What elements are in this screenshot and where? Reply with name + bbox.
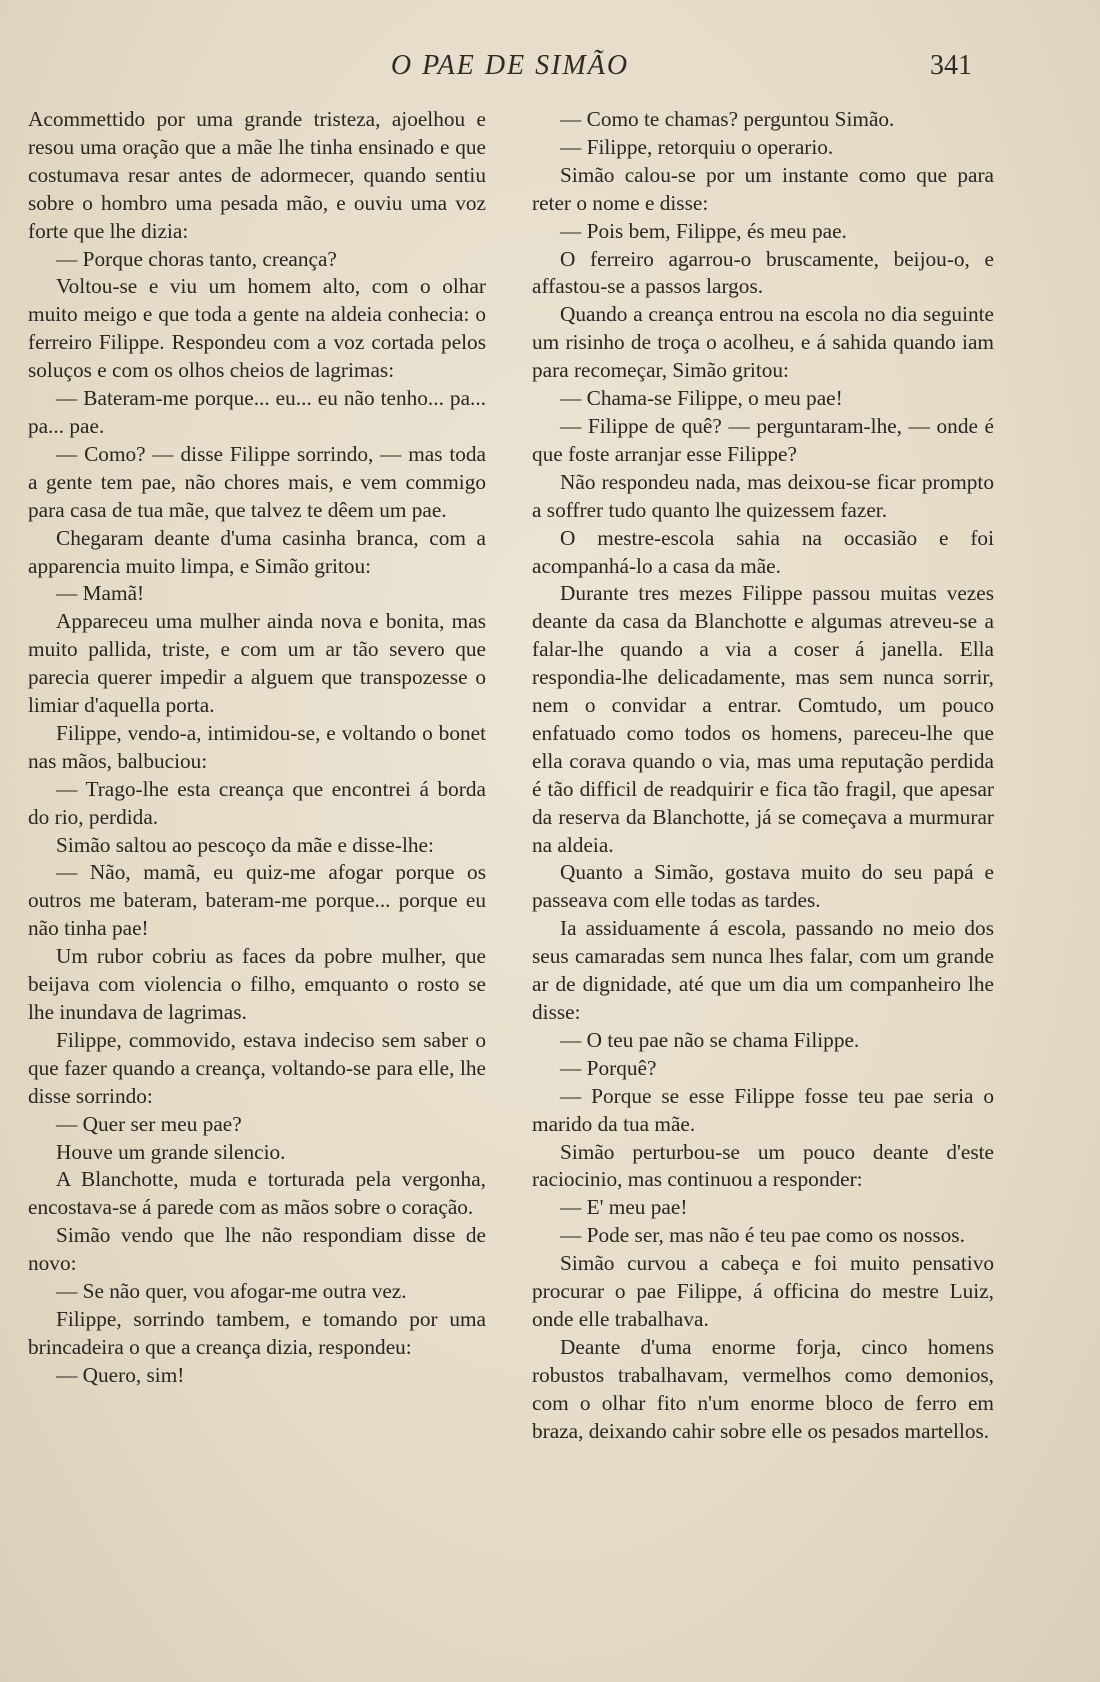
paragraph: Appareceu uma mulher ainda nova e bonita, mas muito pallida, triste, e com um ar tão severo que parecia querer impedir a alguem que transpozesse o limiar d'aquella porta. [28, 609, 486, 718]
paragraph: Quanto a Simão, gostava muito do seu papá e passeava com elle todas as tardes. [532, 860, 994, 913]
paragraph: — Porque se esse Filippe fosse teu pae seria o marido da tua mãe. [532, 1083, 994, 1136]
page-number: 341 [930, 50, 972, 81]
paragraph: — Quero, sim! [56, 1362, 185, 1387]
paragraph: Simão saltou ao pescoço da mãe e disse-lhe: [56, 832, 434, 857]
paragraph: — Porquê? [560, 1055, 657, 1080]
paragraph: — O teu pae não se chama Filippe. [560, 1027, 860, 1052]
paragraph: — Filippe, retorquiu o operario. [560, 134, 834, 159]
paragraph: Filippe, commovido, estava indeciso sem saber o que fazer quando a creança, voltando-se para elle, lhe disse sorrindo: [28, 1027, 486, 1108]
paragraph: Simão curvou a cabeça e foi muito pensativo procurar o pae Filippe, á officina do mestre Luiz, onde elle trabalhava. [532, 1251, 994, 1331]
paragraph: Filippe, sorrindo tambem, e tomando por uma brincadeira o que a creança dizia, respondeu: [28, 1306, 486, 1359]
paragraph: Não respondeu nada, mas deixou-se ficar prompto a soffrer tudo quanto lhe quizessem fazer. [532, 469, 994, 522]
paragraph: — Pode ser, mas não é teu pae como os nossos. [560, 1223, 965, 1248]
paragraph: O ferreiro agarrou-o bruscamente, beijou-o, e affastou-se a passos largos. [532, 246, 994, 299]
paragraph: Um rubor cobriu as faces da pobre mulher, que beijava com violencia o filho, emquanto o rosto se lhe inundava de lagrimas. [28, 944, 486, 1024]
left-column [28, 106, 486, 1390]
paragraph: Acommettido por uma grande tristeza, ajoelhou e resou uma oração que a mãe lhe tinha ensinado e que costumava resar antes de adormecer, quando sentiu sobre o hombro uma pesada mão, e ouviu uma voz forte que lhe dizia: [28, 107, 486, 243]
paragraph: Voltou-se e viu um homem alto, com o olhar muito meigo e que toda a gente na aldeia conhecia: o ferreiro Filippe. Respondeu com a voz cortada pelos soluços e com os olhos cheios de lagrimas: [28, 274, 486, 383]
paragraph: — E' meu pae! [560, 1195, 688, 1220]
paragraph: Simão perturbou-se um pouco deante d'este raciocinio, mas continuou a responder: [532, 1139, 994, 1192]
paragraph: — Chama-se Filippe, o meu pae! [560, 386, 843, 411]
paragraph: — Não, mamã, eu quiz-me afogar porque os outros me bateram, bateram-me porque... porque eu não tinha pae! [28, 860, 486, 941]
paragraph: — Trago-lhe esta creança que encontrei á borda do rio, perdida. [28, 776, 486, 829]
paragraph: Simão vendo que lhe não respondiam disse de novo: [28, 1223, 486, 1276]
paragraph: — Como? — disse Filippe sorrindo, — mas toda a gente tem pae, não chores mais, e vem commigo para casa de tua mãe, que talvez te dêem um pae. [28, 441, 486, 522]
paragraph: — Quer ser meu pae? [56, 1111, 242, 1136]
paragraph: O mestre-escola sahia na occasião e foi acompanhá-lo a casa da mãe. [532, 525, 994, 578]
paragraph: — Filippe de quê? — perguntaram-lhe, — onde é que foste arranjar esse Filippe? [532, 413, 994, 466]
paragraph: — Mamã! [56, 581, 145, 606]
paragraph: Houve um grande silencio. [56, 1139, 286, 1164]
paragraph: A Blanchotte, muda e torturada pela vergonha, encostava-se á parede com as mãos sobre o coração. [28, 1167, 486, 1220]
paragraph: Quando a creança entrou na escola no dia seguinte um risinho de troça o acolheu, e á sahida quando iam para recomeçar, Simão gritou: [532, 302, 994, 383]
paragraph: Chegaram deante d'uma casinha branca, com a apparencia muito limpa, e Simão gritou: [28, 525, 486, 578]
paragraph: Filippe, vendo-a, intimidou-se, e voltando o bonet nas mãos, balbuciou: [28, 720, 486, 773]
paragraph: Ia assiduamente á escola, passando no meio dos seus camaradas sem nunca lhes falar, com um grande ar de dignidade, até que um dia um companheiro lhe disse: [532, 916, 994, 1024]
running-title: O PAE DE SIMÃO [390, 50, 630, 81]
paragraph: — Pois bem, Filippe, és meu pae. [560, 218, 847, 243]
paragraph: Simão calou-se por um instante como que para reter o nome e disse: [532, 162, 994, 215]
paragraph: — Porque choras tanto, creança? [56, 246, 337, 271]
paragraph: Durante tres mezes Filippe passou muitas vezes deante da casa da Blanchotte e algumas atreveu-se a falar-lhe quando a via a coser á janella. Ella respondia-lhe delicadamente, mas sem nunca sorrir, nem o convidar a entrar. Comtudo, um pouco enfatuado como todos os homens, pareceu-lhe que ella corava quando o via, mas uma reputação perdida é tão difficil de readquirir e fica tão fragil, que apesar da reserva da Blanchotte, já se começava a murmurar na aldeia. [532, 581, 994, 857]
paragraph: — Como te chamas? perguntou Simão. [560, 107, 895, 131]
right-column [532, 106, 994, 1446]
paragraph: — Bateram-me porque... eu... eu não tenho... pa... pa... pae. [28, 386, 486, 438]
paragraph: — Se não quer, vou afogar-me outra vez. [56, 1279, 407, 1304]
paragraph: Deante d'uma enorme forja, cinco homens robustos trabalhavam, vermelhos como demonios, com o olhar fito n'um enorme bloco de ferro em braza, deixando cahir sobre elle os pesados martellos. [532, 1334, 994, 1443]
